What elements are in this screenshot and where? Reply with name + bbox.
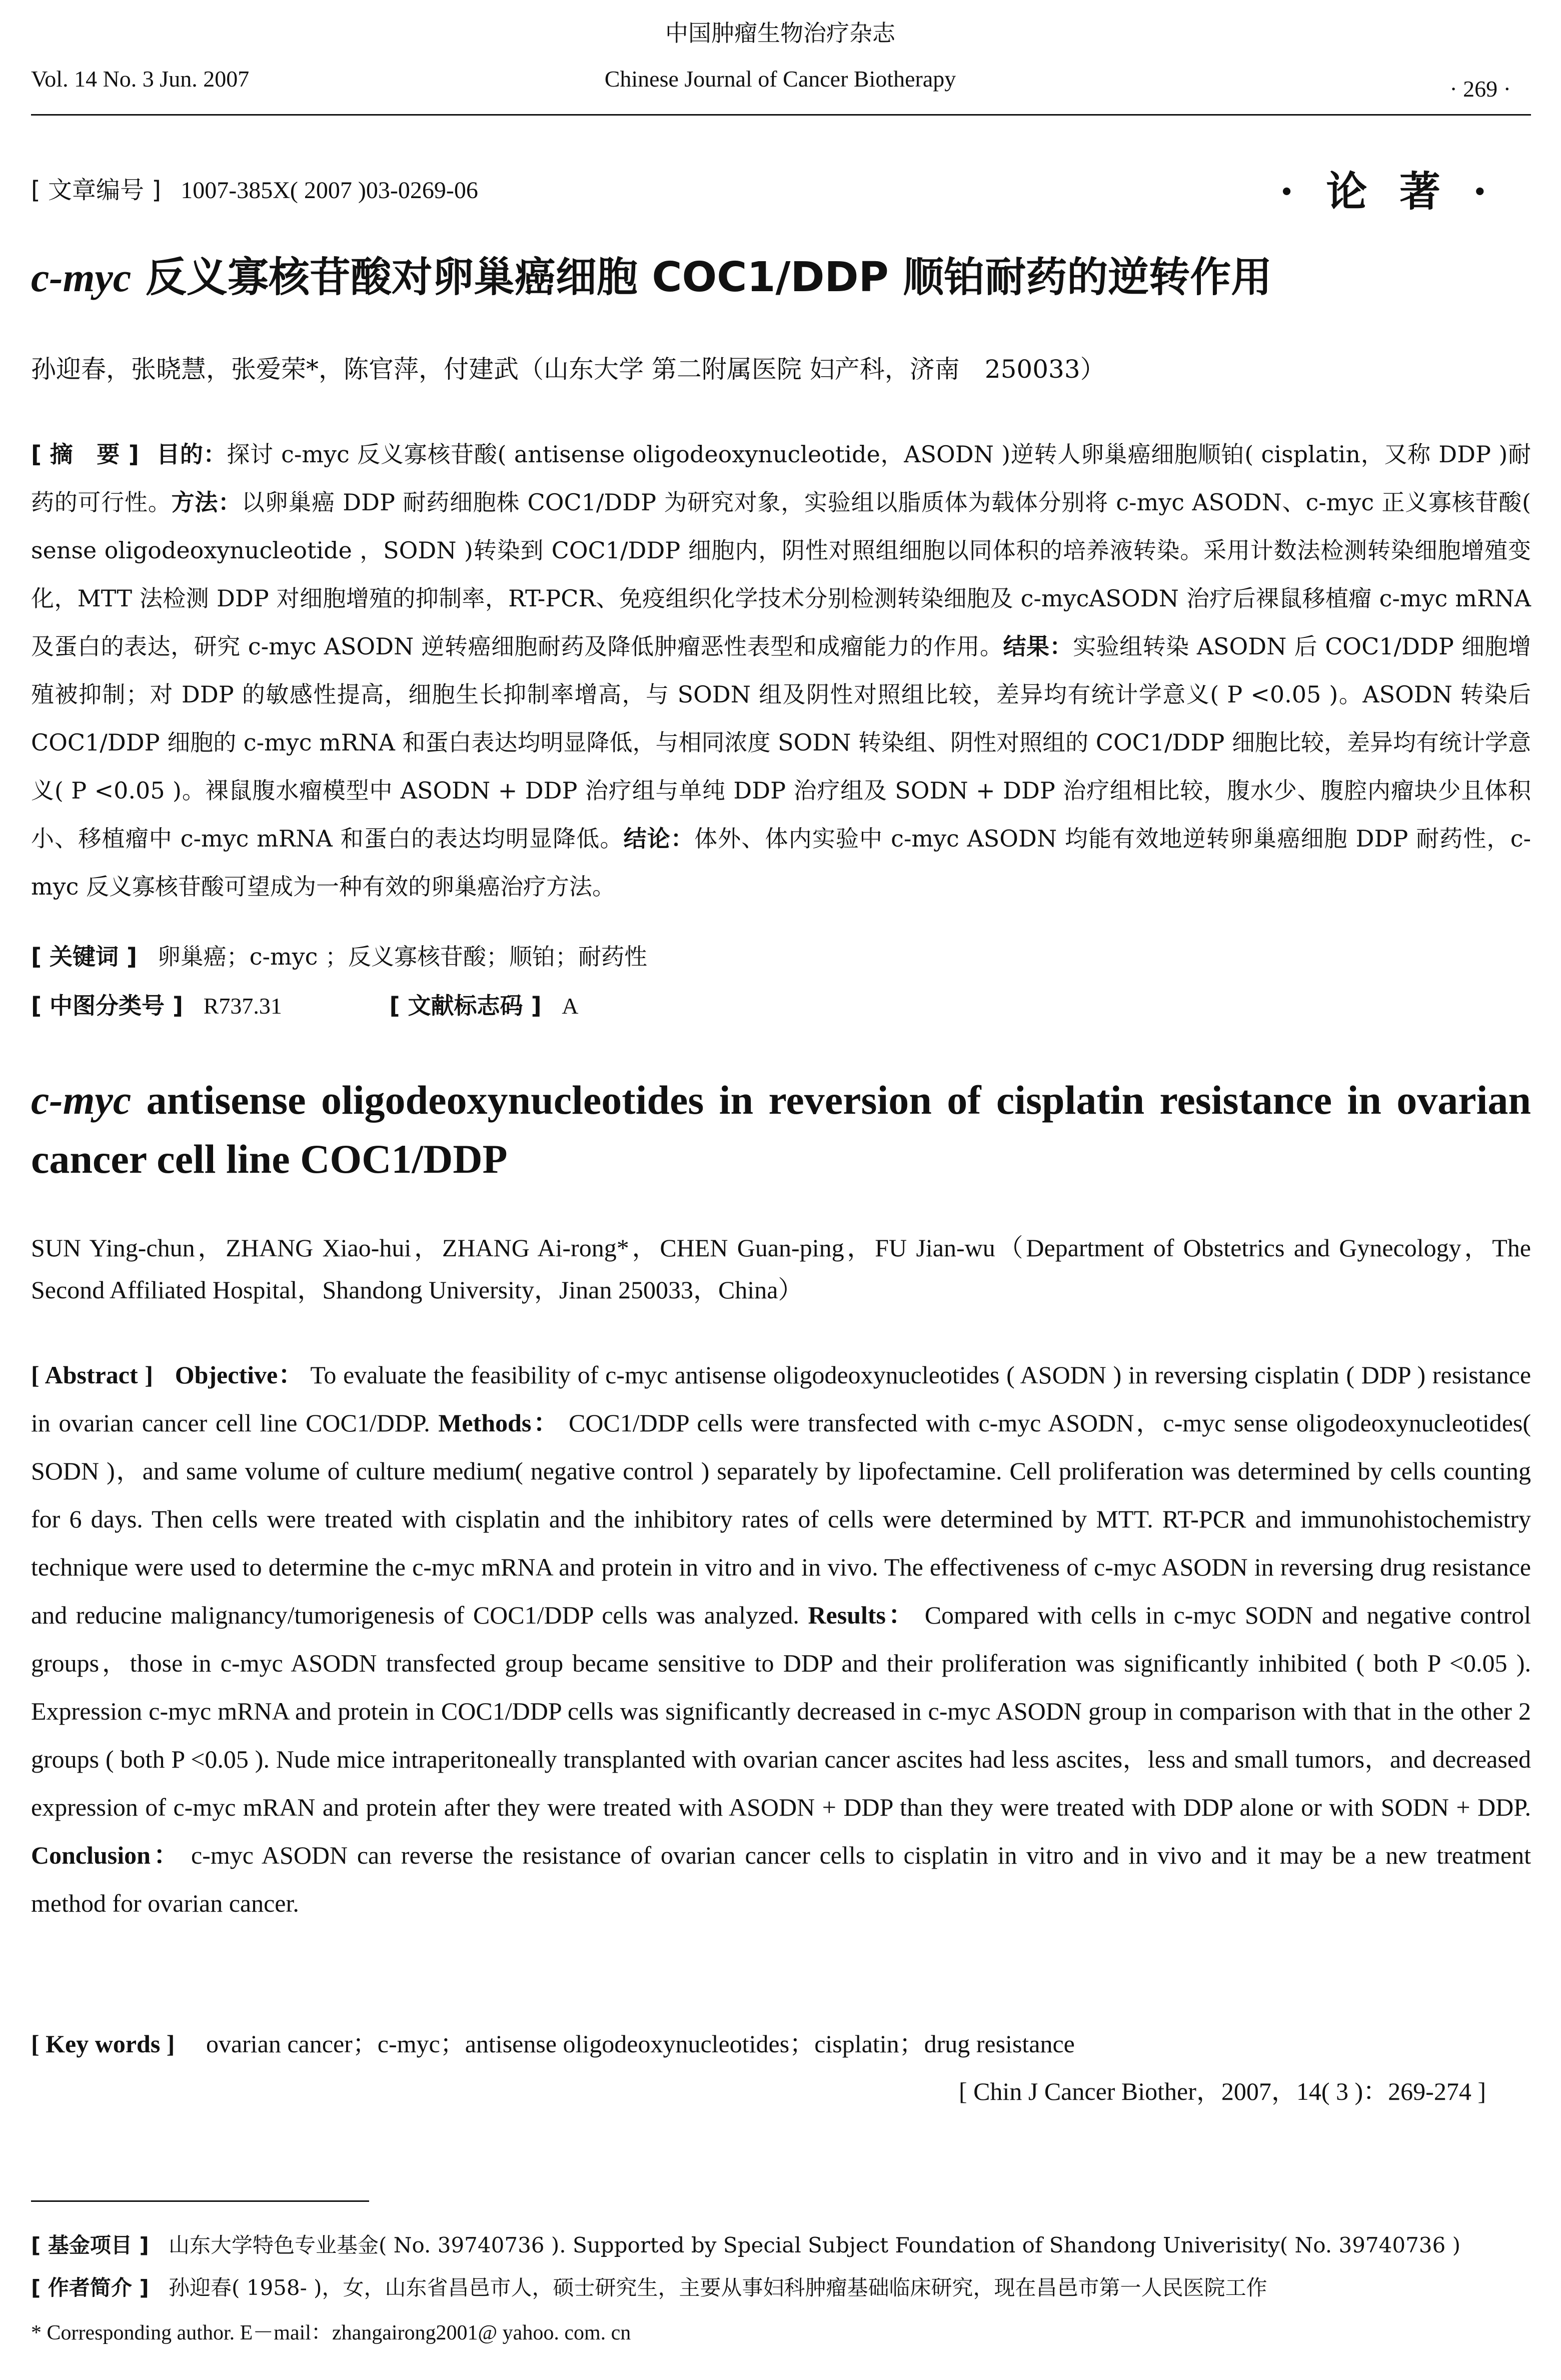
cn-keywords-label: [ 关键词 ] <box>31 943 138 970</box>
cn-class-value: R737.31 <box>203 993 282 1019</box>
cn-classification <box>31 990 578 1022</box>
footnote-author-text: 孙迎春( 1958- )，女，山东省昌邑市人，硕士研究生，主要从事妇科肿瘤基础临床研究，现在昌邑市第一人民医院工作 <box>169 2275 1267 2300</box>
footnote-corresponding: * Corresponding author. E－mail：zhangairong2001@ yahoo. com. cn <box>31 2321 631 2344</box>
cn-title-gene: c-myc <box>31 255 132 300</box>
journal-name-cn: 中国肿瘤生物治疗杂志 <box>665 20 895 47</box>
cn-objective-label: 目的： <box>157 441 227 468</box>
footnote-fund-label: [ 基金项目 ] <box>31 2233 149 2257</box>
page-number: · 269 · <box>1449 76 1511 102</box>
cn-conclusion-label: 结论： <box>623 825 695 852</box>
en-conclusion-text: c-myc ASODN can reverse the resistance of ovarian cancer cells to cisplatin in vitro and in vivo and it may be a new treatment method for ovarian cancer. <box>31 1841 1531 1917</box>
en-authors: SUN Ying-chun，ZHANG Xiao-hui，ZHANG Ai-rong*，CHEN Guan-ping，FU Jian-wu（Department of Obstetrics and Gynecology，The Second Affiliated Hospital，Shandong University，Jinan 250033，China） <box>31 1234 1531 1304</box>
en-title-text: antisense oligodeoxynucleotides in reversion of cisplatin resistance in ovarian cancer cell line COC1/DDP <box>31 1077 1531 1182</box>
en-abstract <box>31 1351 1531 1927</box>
en-keywords-value: ovarian cancer；c-myc；antisense oligodeoxynucleotides；cisplatin；drug resistance <box>206 2030 1075 2058</box>
article-number <box>31 175 478 206</box>
cn-keywords <box>31 941 647 973</box>
cn-results-label: 结果： <box>1003 633 1073 660</box>
footnote-fund-text: 山东大学特色专业基金( No. 39740736 ). Supported by Special Subject Foundation of Shandong Univerisity( No. 39740736 ) <box>169 2233 1460 2257</box>
volume-issue: Vol. 14 No. 3 Jun. 2007 <box>31 66 250 92</box>
footnote-rule <box>31 2200 369 2202</box>
en-results-text: Compared with cells in c-myc SODN and negative control groups，those in c-myc ASODN transfected group became sensitive to DDP and their proliferation was significantly inhibited ( both P <0.05 ). Expression c-myc mRNA and protein in COC1/DDP cells was significantly decreased in c-myc ASODN group in comparison with that in the other 2 groups ( both P <0.05 ). Nude mice intraperitoneally transplanted with ovarian cancer ascites had less ascites，less and small tumors，and decreased expression of c-myc mRAN and protein after they were treated with ASODN + DDP than they were treated with DDP alone or with SODN + DDP. <box>31 1601 1531 1821</box>
cn-class-label: [ 中图分类号 ] <box>31 992 184 1019</box>
citation: [ Chin J Cancer Biother，2007，14( 3 )：269-274 ] <box>958 2077 1486 2105</box>
cn-conclusion-text: 体外、体内实验中 c-myc ASODN 均能有效地逆转卵巢癌细胞 DDP 耐药性，c-myc 反义寡核苷酸可望成为一种有效的卵巢癌治疗方法。 <box>31 825 1531 900</box>
en-keywords <box>31 2026 1075 2061</box>
en-abstract-label: [ Abstract ] <box>31 1361 153 1389</box>
section-stamp: · 论 著 · <box>1279 168 1496 216</box>
cn-title-text: 反义寡核苷酸对卵巢癌细胞 COC1/DDP 顺铂耐药的逆转作用 <box>131 254 1272 301</box>
cn-methods-text: 以卵巢癌 DDP 耐药细胞株 COC1/DDP 为研究对象，实验组以脂质体为载体分别将 c-myc ASODN、c-myc 正义寡核苷酸( sense oligodeoxynucleotide ，SODN )转染到 COC1/DDP 细胞内，阴性对照组细胞以同体积的培养液转染。采用计数法检测转染细胞增殖变化，MTT 法检测 DDP 对细胞增殖的抑制率，RT-PCR、免疫组织化学技术分别检测转染细胞及 c-mycASODN 治疗后裸鼠移植瘤 c-myc mRNA 及蛋白的表达，研究 c-myc ASODN 逆转癌细胞耐药及降低肿瘤恶性表型和成瘤能力的作用。 <box>31 489 1531 660</box>
en-conclusion-label: Conclusion： <box>31 1841 182 1869</box>
en-objective-text: To evaluate the feasibility of c-myc antisense oligodeoxynucleotides ( ASODN ) in reversing cisplatin ( DDP ) resistance in ovarian cancer cell line COC1/DDP. <box>31 1361 1531 1437</box>
cn-doc-label: [ 文献标志码 ] <box>389 992 542 1019</box>
cn-doc-value: A <box>562 993 579 1019</box>
cn-objective-text: 探讨 c-myc 反义寡核苷酸( antisense oligodeoxynucleotide，ASODN )逆转人卵巢癌细胞顺铂( cisplatin，又称 DDP )耐药的可行性。 <box>31 441 1531 516</box>
article-number-value: 1007-385X( 2007 )03-0269-06 <box>181 177 478 204</box>
footnote-fund <box>31 2231 1460 2259</box>
en-objective-label: Objective： <box>175 1361 304 1389</box>
en-title <box>31 1071 1531 1189</box>
cn-keywords-value: 卵巢癌；c-myc ；反义寡核苷酸；顺铂；耐药性 <box>157 943 647 970</box>
en-methods-text: COC1/DDP cells were transfected with c-myc ASODN，c-myc sense oligodeoxynucleotides( SODN )，and same volume of culture medium( negative control ) separately by lipofectamine. Cell proliferation was determined by cells counting for 6 days. Then cells were treated with cisplatin and the inhibitory rates of cells were determined by MTT. RT-PCR and immunohistochemistry technique were used to determine the c-myc mRNA and protein in vitro and in vivo. The effectiveness of c-myc ASODN in reversing drug resistance and reducine malignancy/tumorigenesis of COC1/DDP cells was analyzed. <box>31 1409 1531 1629</box>
footnote-author <box>31 2274 1267 2302</box>
journal-name-en: Chinese Journal of Cancer Biotherapy <box>604 66 956 92</box>
cn-methods-label: 方法： <box>171 489 242 516</box>
en-title-gene: c-myc <box>31 1077 132 1123</box>
header-rule <box>31 114 1531 116</box>
en-results-label: Results： <box>808 1601 916 1629</box>
en-keywords-label: [ Key words ] <box>31 2030 175 2058</box>
cn-abstract <box>31 430 1531 911</box>
article-number-label: [ 文章编号 ] <box>31 176 161 204</box>
cn-title <box>31 253 1272 303</box>
cn-authors: 孙迎春，张晓慧，张爱荣*，陈官萍，付建武（山东大学 第二附属医院 妇产科，济南 250033） <box>31 355 1105 384</box>
cn-results-text: 实验组转染 ASODN 后 COC1/DDP 细胞增殖被抑制；对 DDP 的敏感性提高，细胞生长抑制率增高，与 SODN 组及阴性对照组比较，差异均有统计学意义( P <0.05 )。ASODN 转染后 COC1/DDP 细胞的 c-myc mRNA 和蛋白表达均明显降低，与相同浓度 SODN 转染组、阴性对照组的 COC1/DDP 细胞比较，差异均有统计学意义( P <0.05 )。裸鼠腹水瘤模型中 ASODN + DDP 治疗组与单纯 DDP 治疗组及 SODN + DDP 治疗组相比较，腹水少、腹腔内瘤块少且体积小、移植瘤中 c-myc mRNA 和蛋白的表达均明显降低。 <box>31 633 1531 852</box>
en-methods-label: Methods： <box>438 1409 561 1437</box>
footnote-author-label: [ 作者简介 ] <box>31 2275 149 2300</box>
cn-abstract-label: [ 摘 要 ] <box>31 441 139 468</box>
